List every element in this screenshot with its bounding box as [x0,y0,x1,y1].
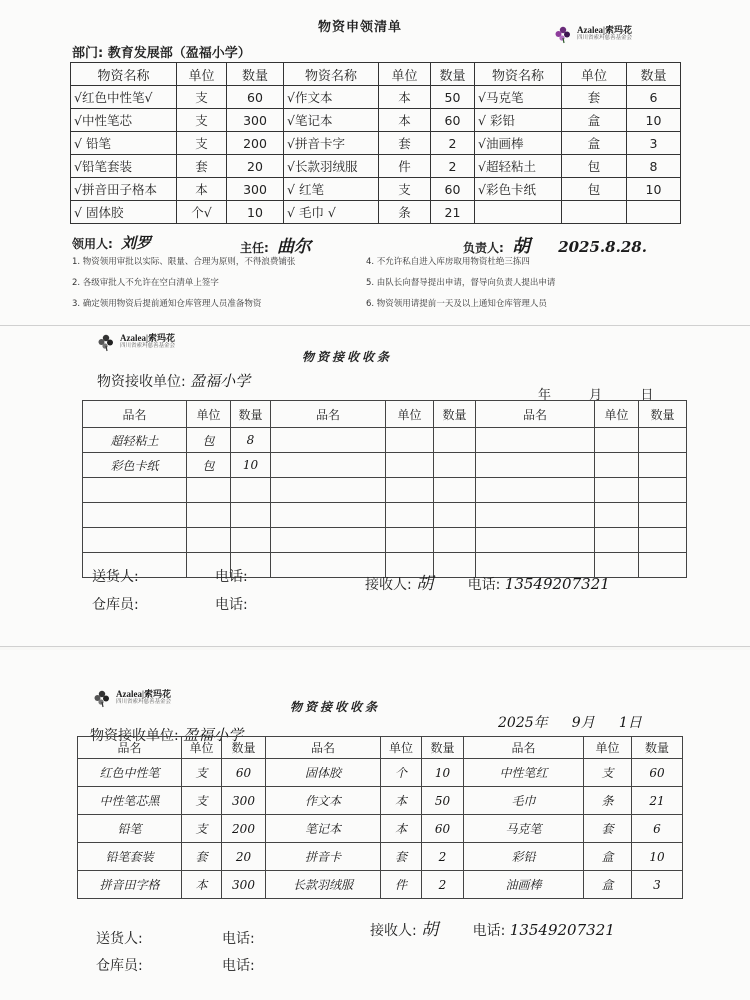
quantity-cell: 8 [627,155,681,178]
deliverer-label: 送货人: [96,931,143,947]
receipt-header-row [78,737,683,759]
receipt-table-2 [77,736,683,899]
requisition-table [70,62,681,224]
unit-cell: 支 [182,787,222,815]
receipt-title: 物资接收收条 [290,700,381,714]
header-unit: 单位 [187,401,231,428]
unit-cell: 件 [379,155,431,178]
warehouse-label: 仓库员: [92,597,139,613]
unit-cell [386,453,434,478]
deliverer-phone-label: 电话: [215,569,248,585]
unit-cell: 支 [177,132,227,155]
header-quantity: 数量 [627,63,681,86]
date-day: 1日 [618,715,642,731]
quantity-cell: 300 [222,871,266,899]
item-name-cell: 超轻粘土 [83,428,187,453]
table-row [78,871,683,899]
quantity-cell [434,528,476,553]
quantity-cell: 50 [431,86,475,109]
requisition-header-row [71,63,681,86]
table-row [83,478,687,503]
item-name-cell: √超轻粘土 [475,155,562,178]
quantity-cell: 6 [632,815,683,843]
unit-cell: 本 [379,109,431,132]
warehouse-label: 仓库员: [96,958,143,974]
requisition-sheet [0,0,750,326]
item-name-cell [83,478,187,503]
unit-cell [595,528,639,553]
department-label: 部门: [72,46,104,61]
table-row [83,428,687,453]
quantity-cell: 10 [227,201,284,224]
header-unit: 单位 [182,737,222,759]
table-row [78,787,683,815]
brand-subtitle: 四川省索玛慈善基金会 [116,698,172,705]
unit-cell: 个 [381,759,422,787]
quantity-cell [231,478,271,503]
receiver-phone: 13549207321 [504,575,610,593]
department-line [72,42,251,61]
receipt-date [498,712,642,732]
item-name-cell [271,428,386,453]
item-name-cell: 铅笔套装 [78,843,182,871]
header-item-name: 品名 [266,737,381,759]
warehouse-phone-label: 电话: [215,597,248,613]
item-name-cell: √彩色卡纸 [475,178,562,201]
unit-cell: 本 [177,178,227,201]
brand-name: Azalea|索玛花 [116,689,171,700]
quantity-cell [231,503,271,528]
item-name-cell: 红色中性笔 [78,759,182,787]
unit-cell: 条 [379,201,431,224]
brand-logo [96,332,175,352]
unit-cell: 套 [177,155,227,178]
receipt-title: 物资接收收条 [302,350,393,364]
quantity-cell: 60 [431,178,475,201]
quantity-cell: 10 [632,843,683,871]
quantity-cell: 8 [231,428,271,453]
department-value: 教育发展部（盈福小学） [107,46,251,61]
quantity-cell [639,453,687,478]
azalea-flower-icon [92,688,112,708]
item-name-cell: √铅笔套装 [71,155,177,178]
quantity-cell: 60 [431,109,475,132]
quantity-cell: 21 [431,201,475,224]
item-name-cell: 中性笔红 [464,759,584,787]
quantity-cell [434,453,476,478]
table-row [78,843,683,871]
receiver-label: 领用人: [72,237,113,251]
rule-2: 2. 各级审批人不允许在空白清单上签字 [72,278,219,288]
receiver-line [370,915,615,940]
header-unit: 单位 [177,63,227,86]
quantity-cell: 10 [627,109,681,132]
azalea-flower-icon [96,332,116,352]
item-name-cell: 铅笔 [78,815,182,843]
item-name-cell: √ 彩铅 [475,109,562,132]
unit-cell: 包 [187,453,231,478]
brand-logo [553,24,632,44]
unit-cell: 套 [584,815,632,843]
item-name-cell: √拼音田子格本 [71,178,177,201]
header-unit: 单位 [562,63,627,86]
item-name-cell: √作文本 [284,86,379,109]
receiver-label: 接收人: [370,923,417,939]
director-signature: 曲尔 [277,237,311,257]
receipt-sheet-1 [0,326,750,647]
director-signature-line [240,232,311,257]
rule-6: 6. 物资领用请提前一天及以上通知仓库管理人员 [366,299,547,309]
deliverer-phone-label: 电话: [222,931,255,947]
header-quantity: 数量 [231,401,271,428]
unit-cell [187,528,231,553]
unit-cell [187,503,231,528]
unit-cell: 支 [177,109,227,132]
receiver-signature: 胡 [416,574,434,594]
quantity-cell [639,503,687,528]
quantity-cell: 10 [627,178,681,201]
item-name-cell: 长款羽绒服 [266,871,381,899]
receiver-line [365,569,610,594]
rule-1: 1. 物资领用审批以实际、限量、合理为原则，不得浪费铺张 [72,257,296,267]
unit-cell [562,201,627,224]
header-unit: 单位 [379,63,431,86]
header-quantity: 数量 [434,401,476,428]
receiving-unit-line [97,370,250,391]
table-row [83,528,687,553]
header-quantity: 数量 [431,63,475,86]
unit-cell: 支 [177,86,227,109]
header-unit: 单位 [386,401,434,428]
header-item-name: 物资名称 [71,63,177,86]
unit-cell [386,528,434,553]
quantity-cell: 2 [431,132,475,155]
table-row [71,132,681,155]
receiving-unit-label: 物资接收单位: [97,374,186,390]
sign-date: 2025.8.28. [558,238,647,256]
header-quantity: 数量 [639,401,687,428]
receiver-phone: 13549207321 [509,921,615,939]
unit-cell [386,428,434,453]
unit-cell [595,503,639,528]
brand-subtitle: 四川省索玛慈善基金会 [120,342,176,349]
item-name-cell [271,503,386,528]
unit-cell: 本 [379,86,431,109]
rule-4: 4. 不允许私自进入库房取用物资杜绝三拣四 [366,257,530,267]
deliverer-label: 送货人: [92,569,139,585]
item-name-cell: √ 固体胶 [71,201,177,224]
receiver-signature-line [72,232,151,253]
unit-cell: 支 [182,759,222,787]
item-name-cell: 彩色卡纸 [83,453,187,478]
header-quantity: 数量 [222,737,266,759]
item-name-cell [476,428,595,453]
item-name-cell [476,528,595,553]
header-item-name: 物资名称 [475,63,562,86]
unit-cell: 套 [182,843,222,871]
item-name-cell: 拼音田字格 [78,871,182,899]
item-name-cell [475,201,562,224]
unit-cell: 盒 [584,843,632,871]
unit-cell: 盒 [562,109,627,132]
unit-cell: 包 [562,155,627,178]
quantity-cell: 60 [222,759,266,787]
item-name-cell [83,528,187,553]
warehouse-phone-label: 电话: [222,958,255,974]
item-name-cell: √长款羽绒服 [284,155,379,178]
date-month: 月 [589,388,603,403]
quantity-cell: 3 [627,132,681,155]
unit-cell [595,428,639,453]
quantity-cell: 2 [422,871,464,899]
table-row [83,503,687,528]
item-name-cell [271,528,386,553]
table-row [71,178,681,201]
item-name-cell: 中性笔芯黑 [78,787,182,815]
quantity-cell: 2 [422,843,464,871]
quantity-cell: 20 [227,155,284,178]
quantity-cell: 50 [422,787,464,815]
quantity-cell [231,528,271,553]
quantity-cell [639,528,687,553]
item-name-cell: √中性笔芯 [71,109,177,132]
unit-cell: 套 [381,843,422,871]
item-name-cell: 油画棒 [464,871,584,899]
item-name-cell [83,503,187,528]
quantity-cell [627,201,681,224]
unit-cell [187,478,231,503]
unit-cell [386,503,434,528]
brand-subtitle: 四川省索玛慈善基金会 [577,34,633,41]
header-unit: 单位 [584,737,632,759]
unit-cell: 支 [182,815,222,843]
header-item-name: 品名 [476,401,595,428]
quantity-cell: 10 [422,759,464,787]
item-name-cell [271,478,386,503]
item-name-cell: 毛巾 [464,787,584,815]
unit-cell: 支 [379,178,431,201]
quantity-cell: 300 [222,787,266,815]
header-item-name: 品名 [271,401,386,428]
unit-cell [595,478,639,503]
responsible-signature: 胡 [512,236,530,257]
unit-cell: 支 [584,759,632,787]
quantity-cell: 20 [222,843,266,871]
item-name-cell: √ 毛巾 √ [284,201,379,224]
brand-name: Azalea|索玛花 [120,333,175,344]
header-quantity: 数量 [632,737,683,759]
quantity-cell: 60 [422,815,464,843]
header-quantity: 数量 [227,63,284,86]
quantity-cell [434,428,476,453]
unit-cell: 条 [584,787,632,815]
unit-cell: 本 [182,871,222,899]
quantity-cell: 2 [431,155,475,178]
unit-cell: 包 [562,178,627,201]
item-name-cell: 作文本 [266,787,381,815]
quantity-cell: 10 [231,453,271,478]
table-row [78,815,683,843]
item-name-cell [476,453,595,478]
table-row [71,155,681,178]
header-unit: 单位 [595,401,639,428]
quantity-cell: 3 [632,871,683,899]
date-day: 日 [640,388,654,403]
item-name-cell: 固体胶 [266,759,381,787]
unit-cell: 套 [562,86,627,109]
receipt-table-1 [82,400,687,578]
header-item-name: 品名 [83,401,187,428]
table-row [78,759,683,787]
unit-cell: 盒 [584,871,632,899]
table-row [71,201,681,224]
receipt-sheet-2 [0,650,750,1000]
item-name-cell: 拼音卡 [266,843,381,871]
item-name-cell [476,503,595,528]
quantity-cell [639,478,687,503]
quantity-cell: 200 [222,815,266,843]
quantity-cell [639,553,687,578]
quantity-cell [434,503,476,528]
unit-cell [595,453,639,478]
brand-logo [92,688,171,708]
table-row [83,453,687,478]
header-item-name: 品名 [78,737,182,759]
item-name-cell: 马克笔 [464,815,584,843]
item-name-cell: √ 铅笔 [71,132,177,155]
item-name-cell: √马克笔 [475,86,562,109]
unit-cell: 包 [187,428,231,453]
header-quantity: 数量 [422,737,464,759]
quantity-cell [639,428,687,453]
table-row [71,86,681,109]
date-year: 年 [538,388,552,403]
item-name-cell: √ 红笔 [284,178,379,201]
receiving-unit-label: 物资接收单位: [90,728,179,744]
item-name-cell: √油画棒 [475,132,562,155]
quantity-cell: 21 [632,787,683,815]
item-name-cell: 彩铅 [464,843,584,871]
quantity-cell: 60 [227,86,284,109]
header-item-name: 品名 [464,737,584,759]
quantity-cell: 300 [227,109,284,132]
unit-cell [386,478,434,503]
date-month: 9月 [571,715,595,731]
unit-cell: 套 [379,132,431,155]
brand-name: Azalea|索玛花 [577,25,632,36]
unit-cell: 本 [381,787,422,815]
receiving-unit-value: 盈福小学 [190,372,251,390]
quantity-cell: 60 [632,759,683,787]
unit-cell: 个√ [177,201,227,224]
receiving-unit-value: 盈福小学 [183,726,244,744]
responsible-label: 负责人: [463,241,504,255]
item-name-cell: √拼音卡字 [284,132,379,155]
director-label: 主任: [240,241,269,255]
unit-cell: 本 [381,815,422,843]
receiver-phone-label: 电话: [467,577,501,593]
item-name-cell: √笔记本 [284,109,379,132]
unit-cell: 盒 [562,132,627,155]
receiver-signature: 刘罗 [121,234,152,252]
quantity-cell [434,478,476,503]
item-name-cell: 笔记本 [266,815,381,843]
unit-cell: 件 [381,871,422,899]
receiver-label: 接收人: [365,577,412,593]
receiver-signature: 胡 [421,920,439,940]
rule-3: 3. 确定领用物资后提前通知仓库管理人员准备物资 [72,299,262,309]
item-name-cell [476,478,595,503]
quantity-cell: 6 [627,86,681,109]
item-name-cell: √红色中性笔√ [71,86,177,109]
receiver-phone-label: 电话: [472,923,506,939]
quantity-cell: 300 [227,178,284,201]
rule-5: 5. 由队长向督导提出申请，督导向负责人提出申请 [366,278,556,288]
header-unit: 单位 [381,737,422,759]
receipt-header-row [83,401,687,428]
date-year: 2025年 [498,715,548,731]
requisition-title: 物资申领清单 [318,20,403,35]
quantity-cell: 200 [227,132,284,155]
header-item-name: 物资名称 [284,63,379,86]
item-name-cell [271,453,386,478]
table-row [71,109,681,132]
azalea-flower-icon [553,24,573,44]
